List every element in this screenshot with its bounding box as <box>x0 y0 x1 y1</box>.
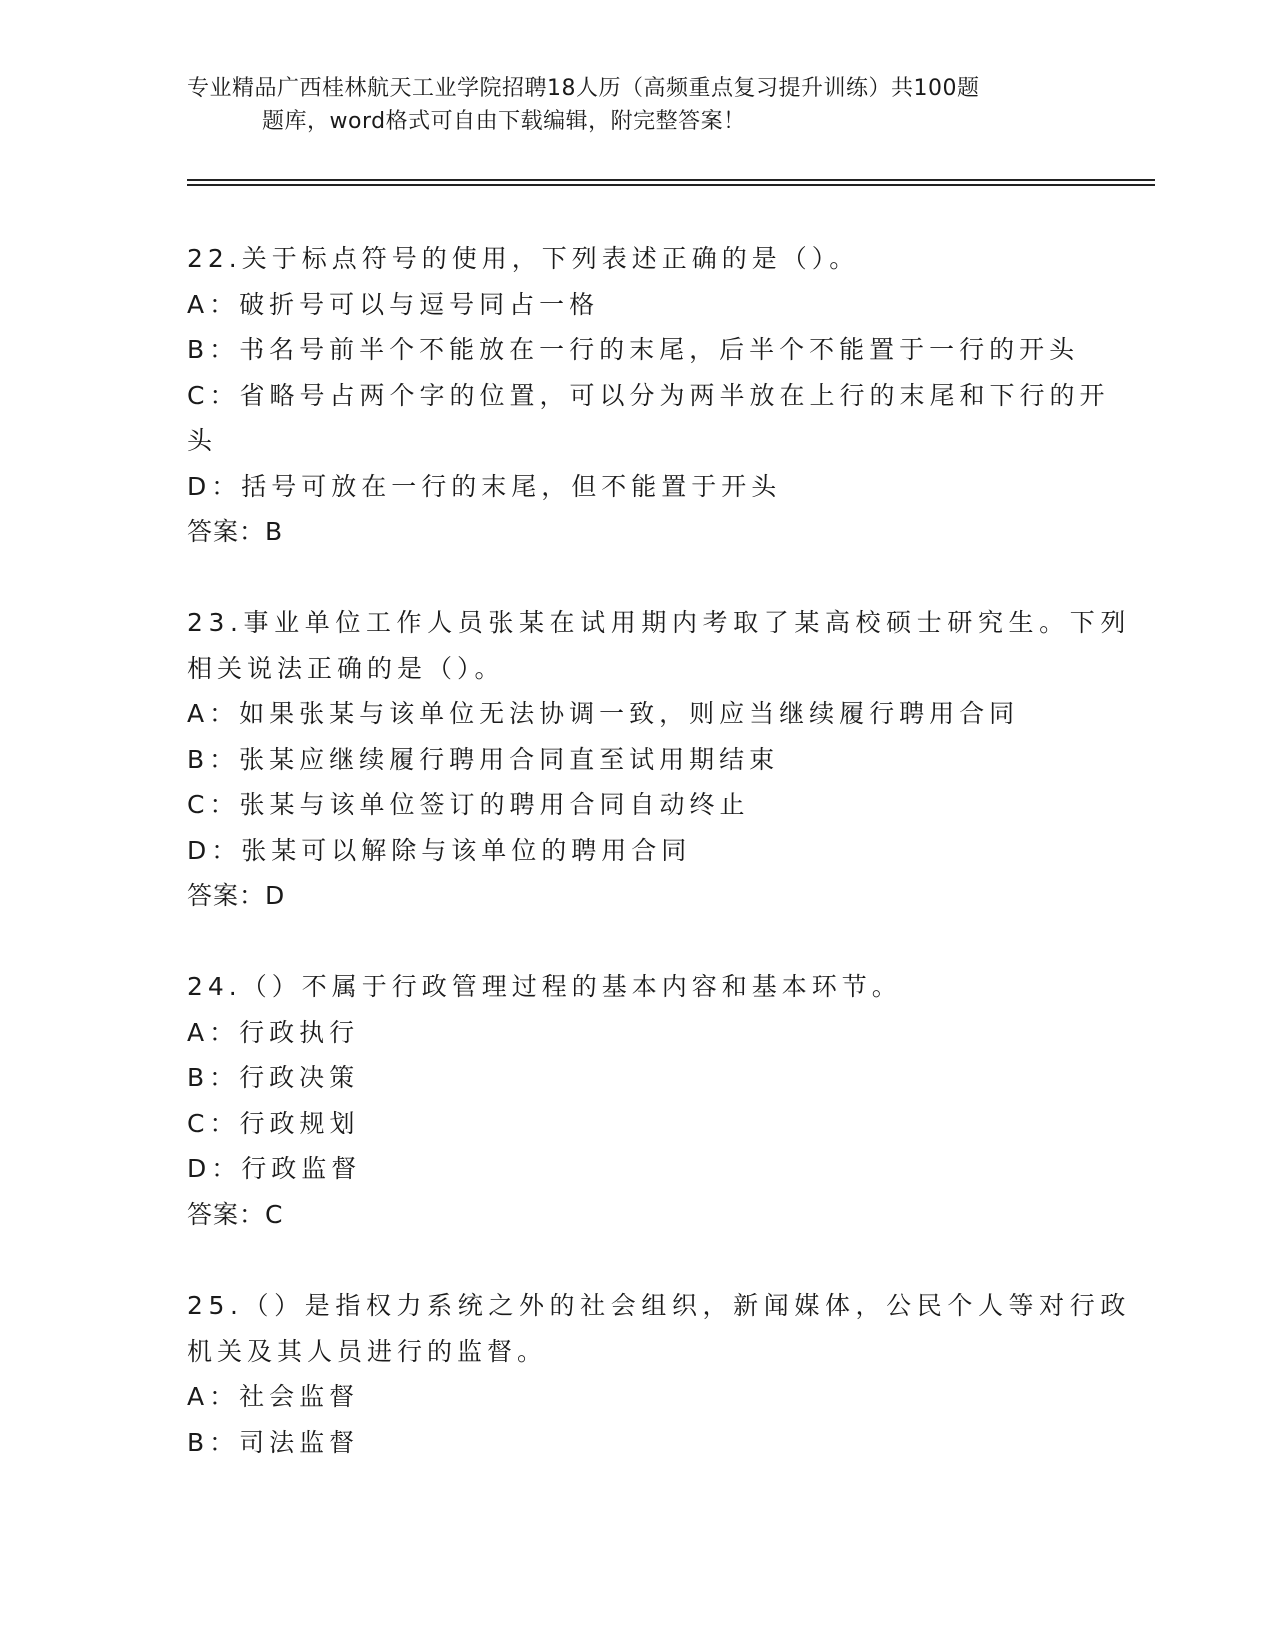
header-divider-bottom <box>187 184 1155 186</box>
question-24 <box>187 964 1087 1237</box>
option-c: C：张某与该单位签订的聘用合同自动终止 <box>187 790 750 819</box>
option-b: B：书名号前半个不能放在一行的末尾，后半个不能置于一行的开头 <box>187 335 1080 364</box>
question-stem: 23.事业单位工作人员张某在试用期内考取了某高校硕士研究生。下列 <box>187 608 1131 637</box>
question-22 <box>187 236 1110 555</box>
question-stem: 24.（）不属于行政管理过程的基本内容和基本环节。 <box>187 972 902 1001</box>
answer-value: B <box>265 517 284 546</box>
question-stem: 25.（）是指权力系统之外的社会组织，新闻媒体，公民个人等对行政 <box>187 1291 1131 1320</box>
question-stem-continued: 机关及其人员进行的监督。 <box>187 1336 548 1366</box>
option-c-continued: 头 <box>187 426 218 455</box>
option-a: A：社会监督 <box>187 1382 360 1411</box>
answer-label: 答案： <box>187 881 266 910</box>
question-23 <box>187 600 1131 919</box>
question-stem: 22.关于标点符号的使用，下列表述正确的是（）。 <box>187 244 860 273</box>
question-25 <box>187 1283 1131 1465</box>
header-title-line-2: 题库，word格式可自由下载编辑，附完整答案！ <box>262 109 746 134</box>
option-b: B：张某应继续履行聘用合同直至试用期结束 <box>187 744 780 774</box>
option-c: C：行政规划 <box>187 1108 360 1138</box>
header-divider-top <box>187 179 1155 181</box>
document-header <box>187 72 1087 138</box>
answer-label: 答案： <box>187 517 266 546</box>
option-c: C：省略号占两个字的位置，可以分为两半放在上行的末尾和下行的开 <box>187 380 1110 410</box>
option-b: B：司法监督 <box>187 1427 360 1457</box>
question-stem-continued: 相关说法正确的是（）。 <box>187 653 505 683</box>
header-title-line-1: 专业精品广西桂林航天工业学院招聘18人历（高频重点复习提升训练）共100题 <box>187 76 980 101</box>
answer-line <box>187 1192 1087 1238</box>
answer-line <box>187 873 1087 919</box>
answer-value: C <box>265 1199 284 1229</box>
answer-line <box>187 509 1087 555</box>
option-d: D：张某可以解除与该单位的聘用合同 <box>187 835 692 865</box>
option-d: D：括号可放在一行的末尾，但不能置于开头 <box>187 471 782 501</box>
option-a: A：如果张某与该单位无法协调一致，则应当继续履行聘用合同 <box>187 699 1020 728</box>
option-a: A：行政执行 <box>187 1017 360 1047</box>
answer-label: 答案： <box>187 1199 266 1229</box>
option-b: B：行政决策 <box>187 1063 360 1092</box>
answer-value: D <box>265 881 286 910</box>
option-d: D：行政监督 <box>187 1154 362 1183</box>
option-a: A：破折号可以与逗号同占一格 <box>187 289 600 319</box>
